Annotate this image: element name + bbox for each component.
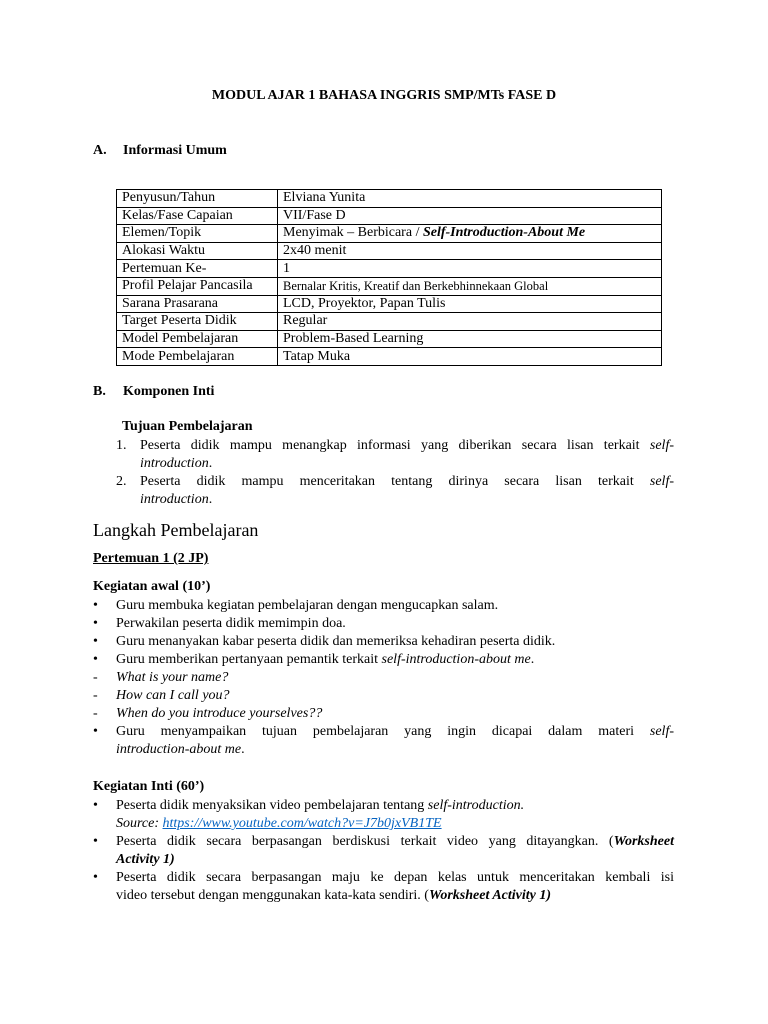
list-text-emphasis: self-introduction-about me xyxy=(381,652,531,667)
question-text: How can I call you? xyxy=(116,688,230,703)
list-text-emphasis: self- xyxy=(649,474,674,489)
table-value: 2x40 menit xyxy=(278,242,662,260)
kegiatan-awal-heading: Kegiatan awal (10’) xyxy=(93,579,211,594)
table-row xyxy=(117,190,662,208)
dash-marker: - xyxy=(93,706,98,721)
bullet-icon: • xyxy=(93,634,98,649)
bullet-icon: • xyxy=(93,798,98,813)
table-value: LCD, Proyektor, Papan Tulis xyxy=(278,295,662,313)
list-text-emphasis: self- xyxy=(649,438,674,453)
table-key: Alokasi Waktu xyxy=(117,242,278,260)
table-key: Profil Pelajar Pancasila xyxy=(117,277,278,295)
pertemuan-heading: Pertemuan 1 (2 JP) xyxy=(93,551,209,566)
list-text-emphasis: introduction xyxy=(140,492,209,507)
table-key: Kelas/Fase Capaian xyxy=(117,207,278,225)
table-value: Regular xyxy=(278,313,662,331)
list-item-continuation xyxy=(93,887,674,905)
list-item-continuation xyxy=(93,851,674,869)
info-table xyxy=(116,189,662,366)
tujuan-list xyxy=(116,437,674,509)
list-text-emphasis: self-introduction. xyxy=(427,798,525,813)
section-b-label: Komponen Inti xyxy=(123,384,215,399)
section-a-heading xyxy=(93,143,227,159)
list-item xyxy=(93,651,674,669)
question-text: When do you introduce yourselves?? xyxy=(116,706,323,721)
table-value: VII/Fase D xyxy=(278,207,662,225)
bullet-icon: • xyxy=(93,598,98,613)
section-a-label: Informasi Umum xyxy=(123,143,227,158)
section-b-number: B. xyxy=(93,384,106,399)
table-row xyxy=(117,277,662,295)
list-text-emphasis: Worksheet Activity 1) xyxy=(428,888,552,903)
table-value-emphasis: Self-Introduction-About Me xyxy=(422,225,586,241)
list-text: video tersebut dengan menggunakan kata-kata sendiri. ( xyxy=(116,888,429,903)
table-key: Mode Pembelajaran xyxy=(117,348,278,366)
table-key: Penyusun/Tahun xyxy=(117,190,278,208)
list-item xyxy=(116,473,674,509)
bullet-icon: • xyxy=(93,724,98,739)
list-text: Peserta didik mampu menangkap informasi yang diberikan secara lisan terkait xyxy=(140,438,650,453)
list-number: 1. xyxy=(116,438,127,453)
list-text: Peserta didik secara berpasangan berdiskusi terkait video yang ditayangkan. ( xyxy=(116,834,614,849)
bullet-icon: • xyxy=(93,616,98,631)
table-row xyxy=(117,330,662,348)
source-line xyxy=(93,815,674,833)
list-text: Perwakilan peserta didik memimpin doa. xyxy=(116,616,346,631)
table-key: Target Peserta Didik xyxy=(117,313,278,331)
list-text-emphasis: self- xyxy=(649,724,674,739)
table-row xyxy=(117,242,662,260)
list-text-emphasis: introduction-about me xyxy=(116,742,242,757)
question-text: What is your name? xyxy=(116,670,229,685)
list-item xyxy=(93,833,674,851)
table-key: Pertemuan Ke- xyxy=(117,260,278,278)
question-item xyxy=(93,705,674,723)
section-b-heading xyxy=(93,384,214,400)
dash-marker: - xyxy=(93,670,98,685)
table-key: Sarana Prasarana xyxy=(117,295,278,313)
list-item xyxy=(93,723,674,741)
question-item xyxy=(93,669,674,687)
table-value: Tatap Muka xyxy=(278,348,662,366)
list-text: Guru menanyakan kabar peserta didik dan memeriksa kehadiran peserta didik. xyxy=(116,634,556,649)
table-value: 1 xyxy=(278,260,662,278)
list-text: Peserta didik secara berpasangan maju ke depan kelas untuk menceritakan kembali isi xyxy=(116,870,674,885)
list-text-emphasis: Worksheet xyxy=(613,834,674,849)
table-row xyxy=(117,295,662,313)
langkah-heading: Langkah Pembelajaran xyxy=(93,520,259,540)
list-text: Peserta didik menyaksikan video pembelajaran tentang xyxy=(116,798,428,813)
table-row xyxy=(117,207,662,225)
list-text: . xyxy=(208,492,213,507)
list-text: . xyxy=(530,652,535,667)
list-text-emphasis: introduction xyxy=(140,456,209,471)
list-text: Guru membuka kegiatan pembelajaran dengan mengucapkan salam. xyxy=(116,598,499,613)
tujuan-heading: Tujuan Pembelajaran xyxy=(122,419,253,434)
kegiatan-inti-heading: Kegiatan Inti (60’) xyxy=(93,779,205,794)
list-item xyxy=(93,615,674,633)
list-item xyxy=(116,437,674,473)
list-text: Guru memberikan pertanyaan pemantik terkait xyxy=(116,652,382,667)
source-label: Source: xyxy=(116,816,163,831)
question-item xyxy=(93,687,674,705)
list-item xyxy=(93,633,674,651)
list-item-continuation xyxy=(93,741,674,759)
table-row xyxy=(117,313,662,331)
list-item xyxy=(93,797,674,815)
dash-marker: - xyxy=(93,688,98,703)
video-source-link[interactable]: https://www.youtube.com/watch?v=J7b0jxVB1TE xyxy=(162,816,442,831)
list-item xyxy=(93,597,674,615)
kegiatan-inti-list xyxy=(93,797,674,905)
kegiatan-awal-list xyxy=(93,597,674,759)
bullet-icon: • xyxy=(93,834,98,849)
table-value: Problem-Based Learning xyxy=(278,330,662,348)
list-text: Guru menyampaikan tujuan pembelajaran yang ingin dicapai dalam materi xyxy=(116,724,650,739)
list-item xyxy=(93,869,674,887)
list-text: . xyxy=(208,456,213,471)
table-value: Bernalar Kritis, Kreatif dan Berkebhinnekaan Global xyxy=(278,277,662,295)
section-a-number: A. xyxy=(93,143,107,158)
list-text: . xyxy=(241,742,245,757)
table-value: Elviana Yunita xyxy=(278,190,662,208)
list-number: 2. xyxy=(116,474,127,489)
list-text: Peserta didik mampu menceritakan tentang dirinya secara lisan terkait xyxy=(140,474,650,489)
bullet-icon: • xyxy=(93,870,98,885)
page-title: MODUL AJAR 1 BAHASA INGGRIS SMP/MTs FASE D xyxy=(211,88,557,103)
table-key: Elemen/Topik xyxy=(117,225,278,243)
table-key: Model Pembelajaran xyxy=(117,330,278,348)
table-row xyxy=(117,348,662,366)
table-value-plain: Menyimak – Berbicara / xyxy=(283,225,423,241)
bullet-icon: • xyxy=(93,652,98,667)
list-text-emphasis: Activity 1) xyxy=(116,852,175,867)
table-row xyxy=(117,225,662,243)
table-value xyxy=(278,225,662,243)
table-row xyxy=(117,260,662,278)
